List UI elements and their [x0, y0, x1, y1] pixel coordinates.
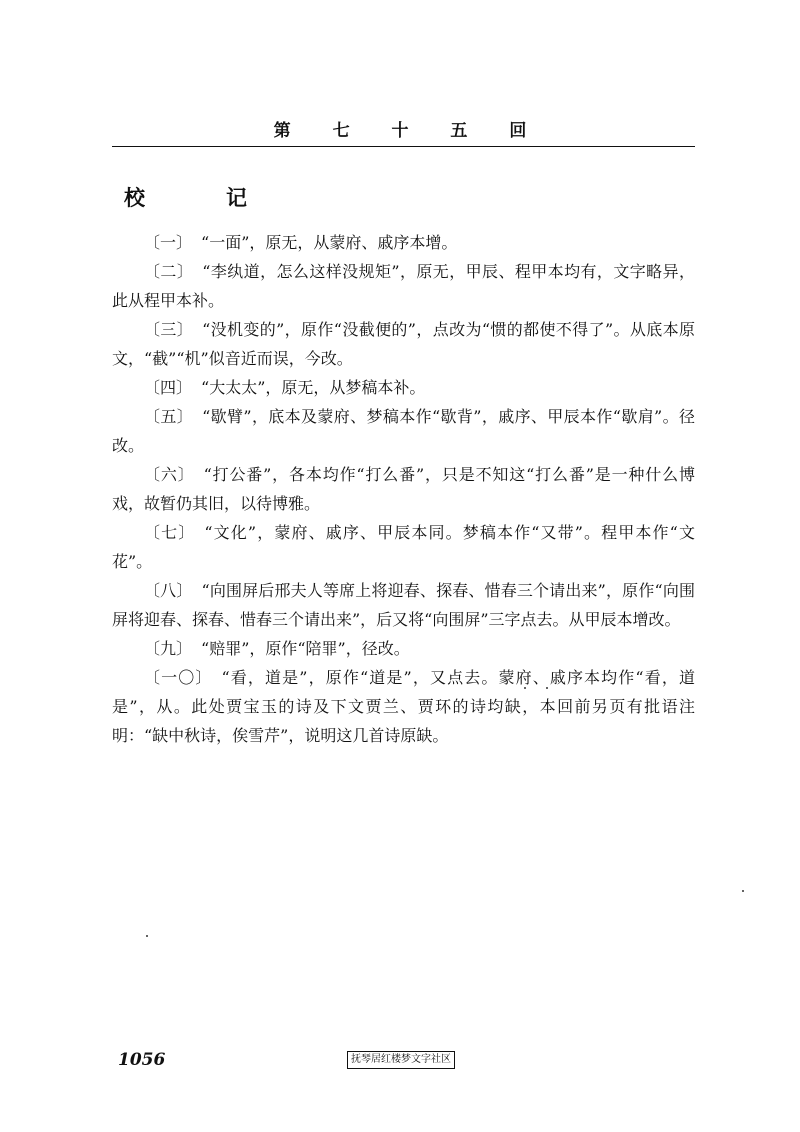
collation-notes	[112, 228, 695, 750]
header-rule	[112, 146, 695, 147]
note-text: “向围屏后邢夫人等席上将迎春、探春、惜春三个请出来”，原作“向围屏将迎春、探春、惜春三个请出来”，后又将“向围屏”三字点去。从甲辰本增改。	[112, 581, 695, 629]
note-number: 〔一〇〕	[144, 668, 213, 687]
note-9	[112, 634, 695, 663]
source-stamp: 抚琴居红楼梦文字社区	[347, 1051, 455, 1069]
note-text: “歇臂”，底本及蒙府、梦稿本作“歇背”，戚序、甲辰本作“歇肩”。径改。	[112, 407, 695, 455]
note-10	[112, 663, 695, 750]
scan-speck	[524, 687, 526, 689]
note-4	[112, 373, 695, 402]
note-text: “李纨道，怎么这样没规矩”，原无，甲辰、程甲本均有，文字略异，此从程甲本补。	[112, 262, 695, 310]
note-5	[112, 402, 695, 460]
note-8	[112, 576, 695, 634]
note-text: “文化”，蒙府、戚序、甲辰本同。梦稿本作“又带”。程甲本作“文花”。	[112, 523, 695, 571]
note-7	[112, 518, 695, 576]
scan-speck	[742, 890, 744, 892]
note-number: 〔八〕	[144, 581, 193, 600]
scan-speck	[146, 935, 148, 937]
note-number: 〔一〕	[144, 233, 193, 252]
note-2	[112, 257, 695, 315]
note-number: 〔五〕	[144, 407, 194, 426]
note-number: 〔四〕	[144, 378, 193, 397]
note-3	[112, 315, 695, 373]
note-text: “没机变的”，原作“没截便的”，点改为“惯的都使不得了”。从底本原文，“截”“机”似音近而误，今改。	[112, 320, 695, 368]
note-number: 〔三〕	[144, 320, 194, 339]
note-text: “赔罪”，原作“陪罪”，径改。	[201, 639, 410, 658]
note-number: 〔七〕	[144, 523, 196, 542]
note-1	[112, 228, 695, 257]
section-title: 校 记	[124, 185, 277, 210]
note-text: “大太太”，原无，从梦稿本补。	[201, 378, 426, 397]
note-text: “一面”，原无，从蒙府、戚序本增。	[201, 233, 458, 252]
chapter-title: 第 七 十 五 回	[273, 121, 545, 141]
scan-speck	[546, 687, 548, 689]
note-text: “打公番”，各本均作“打么番”，只是不知这“打么番”是一种什么博戏，故暂仍其旧，以待博雅。	[112, 465, 695, 513]
note-number: 〔二〕	[144, 262, 194, 281]
note-number: 〔九〕	[144, 639, 193, 658]
page-number: 1056	[118, 1050, 166, 1070]
note-text: “看，道是”，原作“道是”，又点去。蒙府、戚序本均作“看，道是”，从。此处贾宝玉的诗及下文贾兰、贾环的诗均缺，本回前另页有批语注明：“缺中秋诗，俟雪芹”，说明这几首诗原缺。	[112, 668, 695, 745]
note-number: 〔六〕	[144, 465, 195, 484]
note-6	[112, 460, 695, 518]
